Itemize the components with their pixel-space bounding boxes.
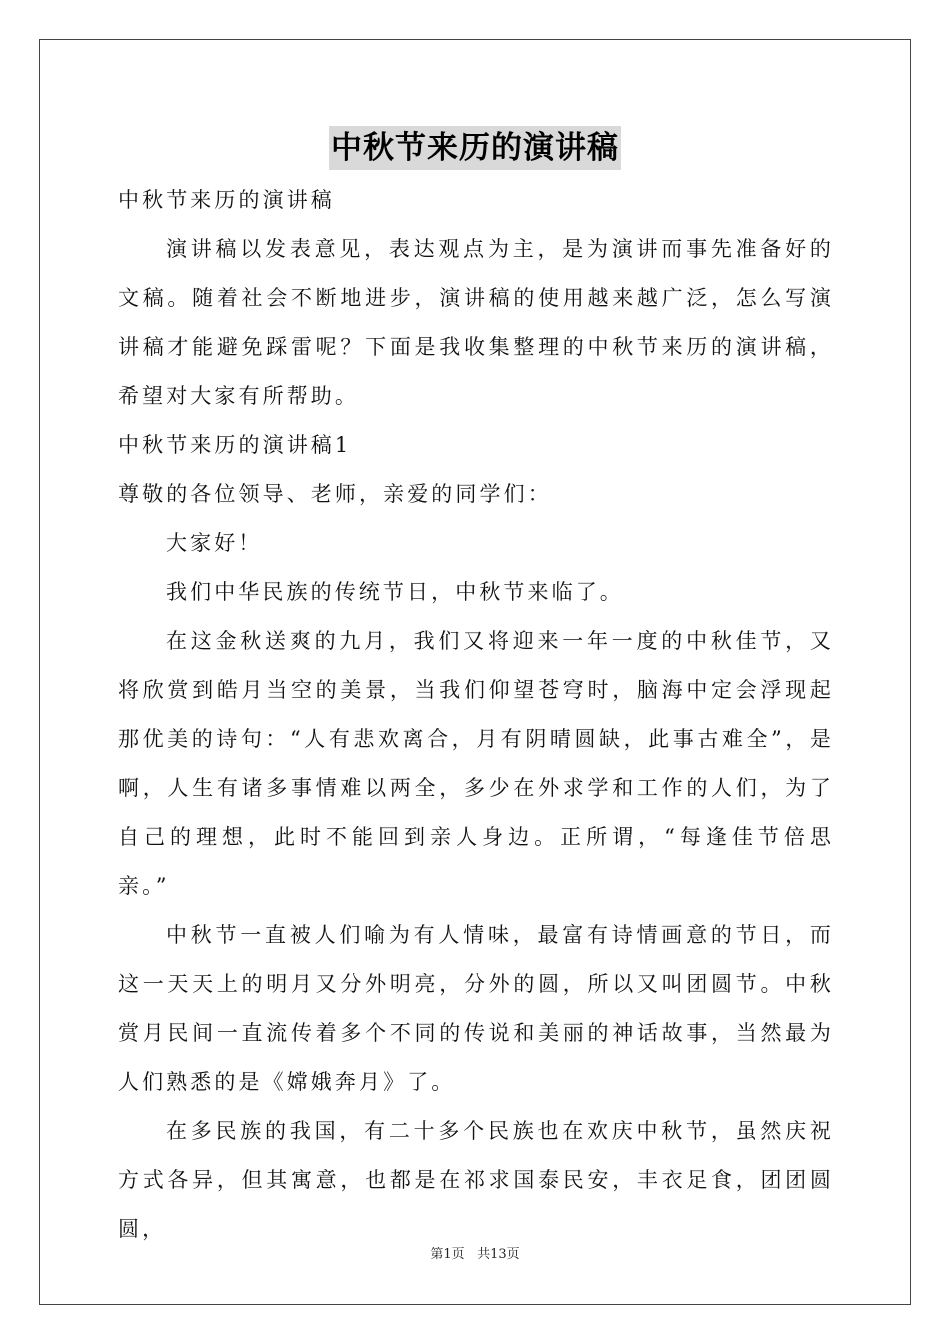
- paragraph: 在这金秋送爽的九月，我们又将迎来一年一度的中秋佳节，又将欣赏到皓月当空的美景，当我们仰望苍穹时，脑海中定会浮现起那优美的诗句：“人有悲欢离合，月有阴晴圆缺，此事古难全”，是啊，人生有诸多事情难以两全，多少在外求学和工作的人们，为了自己的理想，此时不能回到亲人身边。正所谓，“每逢佳节倍思亲。”: [118, 629, 834, 898]
- paragraph: 中秋节来历的演讲稿: [118, 188, 335, 212]
- paragraph: 在多民族的我国，有二十多个民族也在欢庆中秋节，虽然庆祝方式各异，但其寓意，也都是在祁求国泰民安，丰衣足食，团团圆圆，: [118, 1119, 834, 1241]
- paragraph: 中秋节一直被人们喻为有人情味，最富有诗情画意的节日，而这一天天上的明月又分外明亮，分外的圆，所以又叫团圆节。中秋赏月民间一直流传着多个不同的传说和美丽的神话故事，当然最为人们熟悉的是《嫦娥奔月》了。: [118, 923, 834, 1094]
- page-footer: [0, 1246, 950, 1264]
- paragraph: 我们中华民族的传统节日，中秋节来临了。: [166, 580, 624, 604]
- paragraph: 中秋节来历的演讲稿1: [118, 433, 352, 457]
- paragraph: 大家好！: [166, 531, 263, 555]
- page-number: 第1页: [430, 1247, 465, 1262]
- paragraph: 演讲稿以发表意见，表达观点为主，是为演讲而事先准备好的文稿。随着社会不断地进步，演讲稿的使用越来越广泛，怎么写演讲稿才能避免踩雷呢？下面是我收集整理的中秋节来历的演讲稿，希望对大家有所帮助。: [118, 237, 834, 408]
- document-body: [118, 176, 834, 1254]
- title-wrap: [0, 126, 950, 170]
- paragraph: 尊敬的各位领导、老师，亲爱的同学们：: [118, 482, 552, 506]
- document-title: 中秋节来历的演讲稿: [329, 126, 621, 170]
- page-total: 共13页: [477, 1247, 520, 1262]
